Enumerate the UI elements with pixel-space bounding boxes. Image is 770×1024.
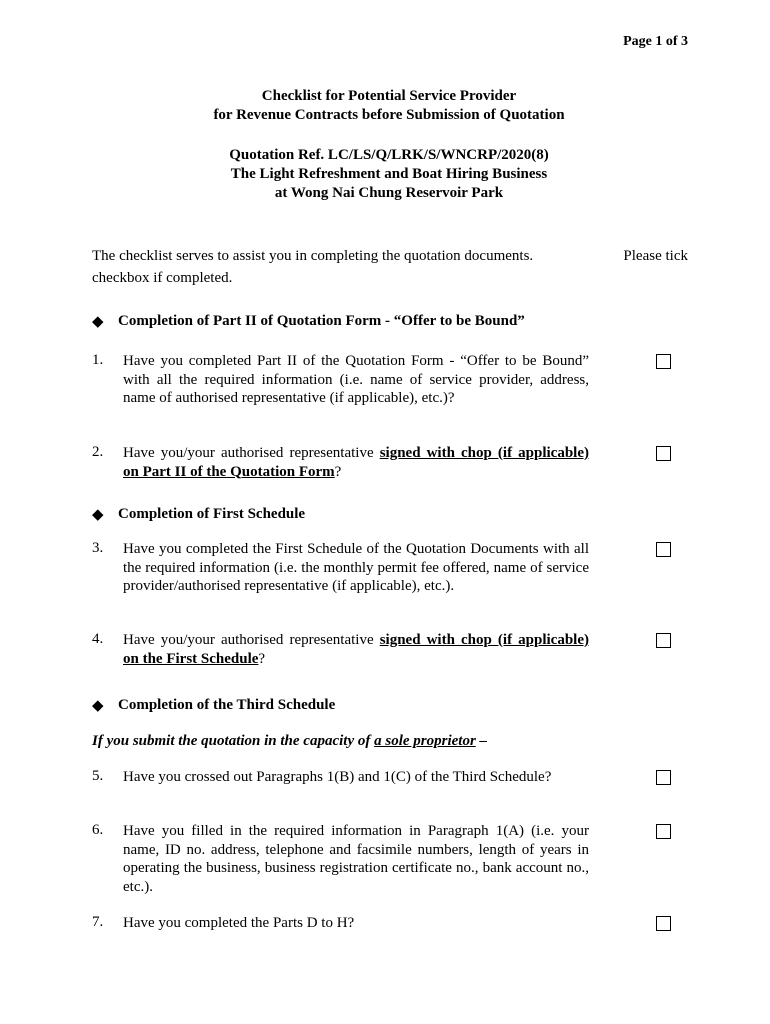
checkbox-icon[interactable] (656, 916, 671, 931)
subhead-underlined: a sole proprietor (374, 733, 476, 749)
title-line-1: Checklist for Potential Service Provider (261, 88, 517, 104)
checkbox-icon[interactable] (656, 633, 671, 648)
section-third-schedule (92, 696, 335, 715)
diamond-bullet-icon: ◆ (92, 507, 104, 523)
item-text: Have you completed the Parts D to H? (123, 915, 355, 931)
item-number: 1. (92, 352, 104, 368)
item-text-underlined: signed with chop (if applicable) on Part II of the Quotation Form (123, 445, 589, 480)
checklist-item-4 (92, 631, 692, 668)
quotation-ref: Quotation Ref. LC/LS/Q/LRK/S/WNCRP/2020(8) (229, 147, 549, 163)
item-text-post: ? (334, 463, 342, 480)
intro-text-2: checkbox if completed. (92, 270, 233, 286)
item-text (123, 631, 589, 668)
item-text (123, 444, 589, 481)
item-text-pre: Have you/your authorised representative (123, 632, 380, 648)
sole-proprietor-subheading (92, 733, 487, 750)
item-number: 7. (92, 914, 104, 930)
title-line-2: for Revenue Contracts before Submission of Quotation (213, 107, 565, 123)
intro-paragraph (92, 245, 688, 289)
subhead-post: – (475, 733, 488, 749)
checklist-item-6 (92, 822, 692, 896)
item-text: Have you completed Part II of the Quotation Form - “Offer to be Bound” with all the required information (i.e. name of service provider, address, name of authorised representative (if applicable), etc.)? (123, 353, 589, 406)
section-label: Completion of Part II of Quotation Form - “Offer to be Bound” (118, 313, 525, 329)
checkbox-icon[interactable] (656, 770, 671, 785)
diamond-bullet-icon: ◆ (92, 698, 104, 714)
item-number: 6. (92, 822, 104, 838)
section-first-schedule (92, 505, 305, 524)
section-part-ii (92, 312, 525, 331)
quotation-header (92, 146, 686, 203)
checklist-item-7 (92, 914, 692, 933)
intro-text: The checklist serves to assist you in completing the quotation documents. (92, 248, 534, 264)
checklist-item-2 (92, 444, 692, 481)
page-number: Page 1 of 3 (623, 34, 688, 49)
checklist-item-3 (92, 540, 692, 596)
item-text-pre: Have you/your authorised representative (123, 445, 380, 461)
item-number: 4. (92, 631, 104, 647)
checkbox-icon[interactable] (656, 824, 671, 839)
subhead-pre: If you submit the quotation in the capacity of (92, 733, 375, 749)
item-number: 5. (92, 768, 104, 784)
checkbox-icon[interactable] (656, 446, 671, 461)
item-text: Have you filled in the required information in Paragraph 1(A) (i.e. your name, ID no. address, telephone and facsimile numbers, length of years in operating the business, business registration certificate no., bank account no., etc.). (123, 823, 589, 895)
diamond-bullet-icon: ◆ (92, 314, 104, 330)
section-label: Completion of First Schedule (118, 506, 306, 522)
item-text-underlined: signed with chop (if applicable) on the First Schedule (123, 632, 589, 667)
item-number: 3. (92, 540, 104, 556)
quotation-location: at Wong Nai Chung Reservoir Park (274, 185, 504, 201)
item-text: Have you completed the First Schedule of the Quotation Documents with all the required information (i.e. the monthly permit fee offered, name of service provider/authorised representative (if applicable), etc.). (123, 541, 589, 594)
checkbox-icon[interactable] (656, 354, 671, 369)
checkbox-icon[interactable] (656, 542, 671, 557)
checklist-item-1 (92, 352, 692, 408)
document-title (92, 87, 686, 125)
item-text-post: ? (258, 650, 266, 667)
section-label: Completion of the Third Schedule (118, 697, 336, 713)
item-text: Have you crossed out Paragraphs 1(B) and 1(C) of the Third Schedule? (123, 769, 552, 785)
intro-tick-text: Please tick (623, 248, 688, 264)
checklist-item-5 (92, 768, 692, 787)
quotation-business: The Light Refreshment and Boat Hiring Business (230, 166, 548, 182)
item-number: 2. (92, 444, 104, 460)
